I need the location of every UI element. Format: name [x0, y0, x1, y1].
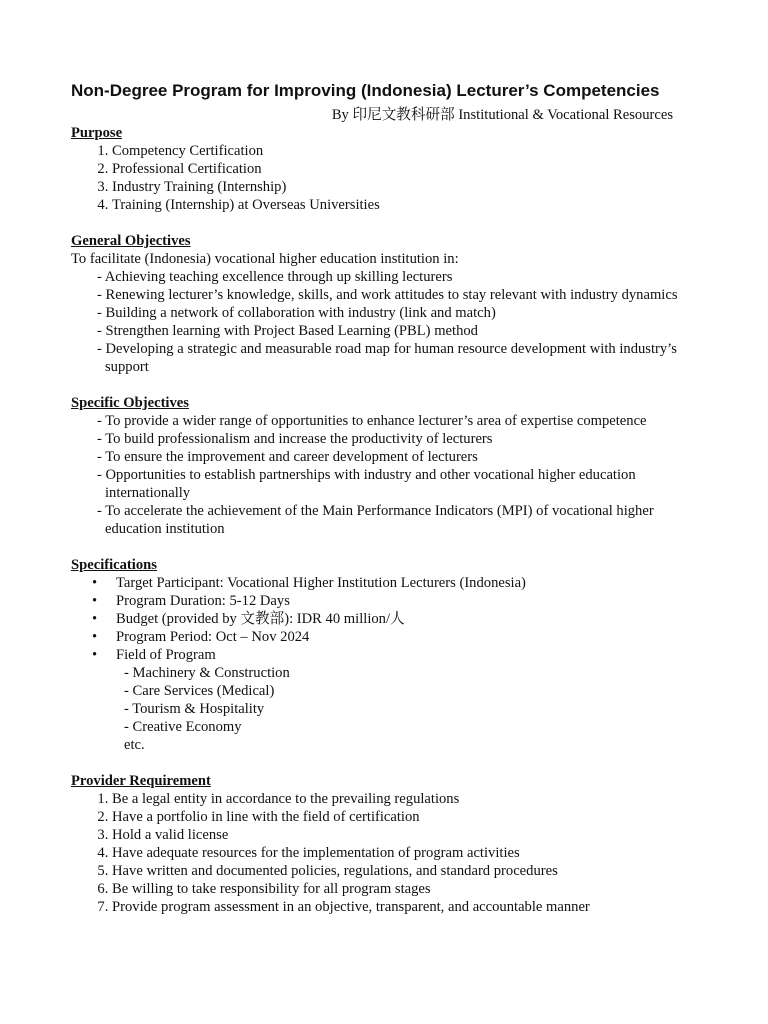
list-item: - To provide a wider range of opportunities to enhance lecturer’s area of expertise competence: [97, 413, 647, 429]
spacer: [71, 538, 711, 556]
specific-objectives-heading: Specific Objectives: [71, 395, 189, 411]
purpose-heading: Purpose: [71, 125, 123, 141]
spec-text: Budget (provided by 文教部): IDR 40 million/人: [116, 611, 405, 627]
spacer: [71, 214, 711, 232]
spec-text: Program Duration: 5-12 Days: [116, 593, 290, 609]
list-item: - Building a network of collaboration with industry (link and match): [97, 305, 496, 321]
field-of-program-list: [71, 664, 711, 736]
provider-requirement-list: [71, 790, 711, 916]
bullet-icon: •: [92, 647, 98, 663]
bullet-icon: •: [92, 593, 98, 609]
list-item: 4. Have adequate resources for the implementation of program activities: [112, 844, 711, 862]
bullet-icon: •: [92, 575, 98, 591]
list-item: - Creative Economy: [124, 719, 242, 735]
list-item: [71, 592, 711, 610]
purpose-list: [71, 142, 711, 214]
list-item: [71, 628, 711, 646]
spacer: [71, 376, 711, 394]
document-page: [71, 80, 711, 916]
general-objectives-heading: General Objectives: [71, 233, 191, 249]
general-objectives-intro: To facilitate (Indonesia) vocational higher education institution in:: [71, 251, 459, 267]
list-item: - To build professionalism and increase the productivity of lecturers: [97, 431, 493, 447]
list-item: - Machinery & Construction: [124, 665, 290, 681]
list-item: 1. Be a legal entity in accordance to the prevailing regulations: [112, 790, 711, 808]
list-item: - Achieving teaching excellence through up skilling lecturers: [97, 269, 453, 285]
list-item: 2. Have a portfolio in line with the field of certification: [112, 808, 711, 826]
list-item: 5. Have written and documented policies, regulations, and standard procedures: [112, 862, 711, 880]
spec-text: Program Period: Oct – Nov 2024: [116, 629, 310, 645]
bullet-icon: •: [92, 611, 98, 627]
list-item: [71, 646, 711, 664]
list-item: - Opportunities to establish partnerships with industry and other vocational higher education internationally: [97, 467, 636, 501]
list-item: - To ensure the improvement and career development of lecturers: [97, 449, 478, 465]
spacer: [71, 754, 711, 772]
list-item: [71, 610, 711, 628]
provider-requirement-heading: Provider Requirement: [71, 773, 211, 789]
list-item: - Strengthen learning with Project Based Learning (PBL) method: [97, 323, 478, 339]
byline: By 印尼文教科研部 Institutional & Vocational Resources: [331, 107, 673, 123]
list-item: - Care Services (Medical): [124, 683, 275, 699]
list-item: [71, 574, 711, 592]
bullet-icon: •: [92, 629, 98, 645]
list-item: - To accelerate the achievement of the Main Performance Indicators (MPI) of vocational higher education institution: [97, 503, 654, 537]
list-item: - Tourism & Hospitality: [124, 701, 265, 717]
spec-text: Field of Program: [116, 647, 216, 663]
specifications-list: [71, 574, 711, 664]
list-item: 6. Be willing to take responsibility for all program stages: [112, 880, 711, 898]
list-item: - Developing a strategic and measurable road map for human resource development with industry’s support: [97, 341, 677, 375]
list-item: 3. Industry Training (Internship): [112, 178, 711, 196]
list-item: 4. Training (Internship) at Overseas Universities: [112, 196, 711, 214]
list-item: 7. Provide program assessment in an objective, transparent, and accountable manner: [112, 898, 711, 916]
list-item: 2. Professional Certification: [112, 160, 711, 178]
fields-etc: etc.: [124, 737, 145, 753]
document-title: Non-Degree Program for Improving (Indonesia) Lecturer’s Competencies: [71, 81, 660, 100]
list-item: 3. Hold a valid license: [112, 826, 711, 844]
general-objectives-list: [71, 268, 711, 376]
specifications-heading: Specifications: [71, 557, 157, 573]
list-item: 1. Competency Certification: [112, 142, 711, 160]
list-item: - Renewing lecturer’s knowledge, skills, and work attitudes to stay relevant with industry dynamics: [97, 287, 678, 303]
spec-text: Target Participant: Vocational Higher Institution Lecturers (Indonesia): [116, 575, 526, 591]
specific-objectives-list: [71, 412, 711, 538]
